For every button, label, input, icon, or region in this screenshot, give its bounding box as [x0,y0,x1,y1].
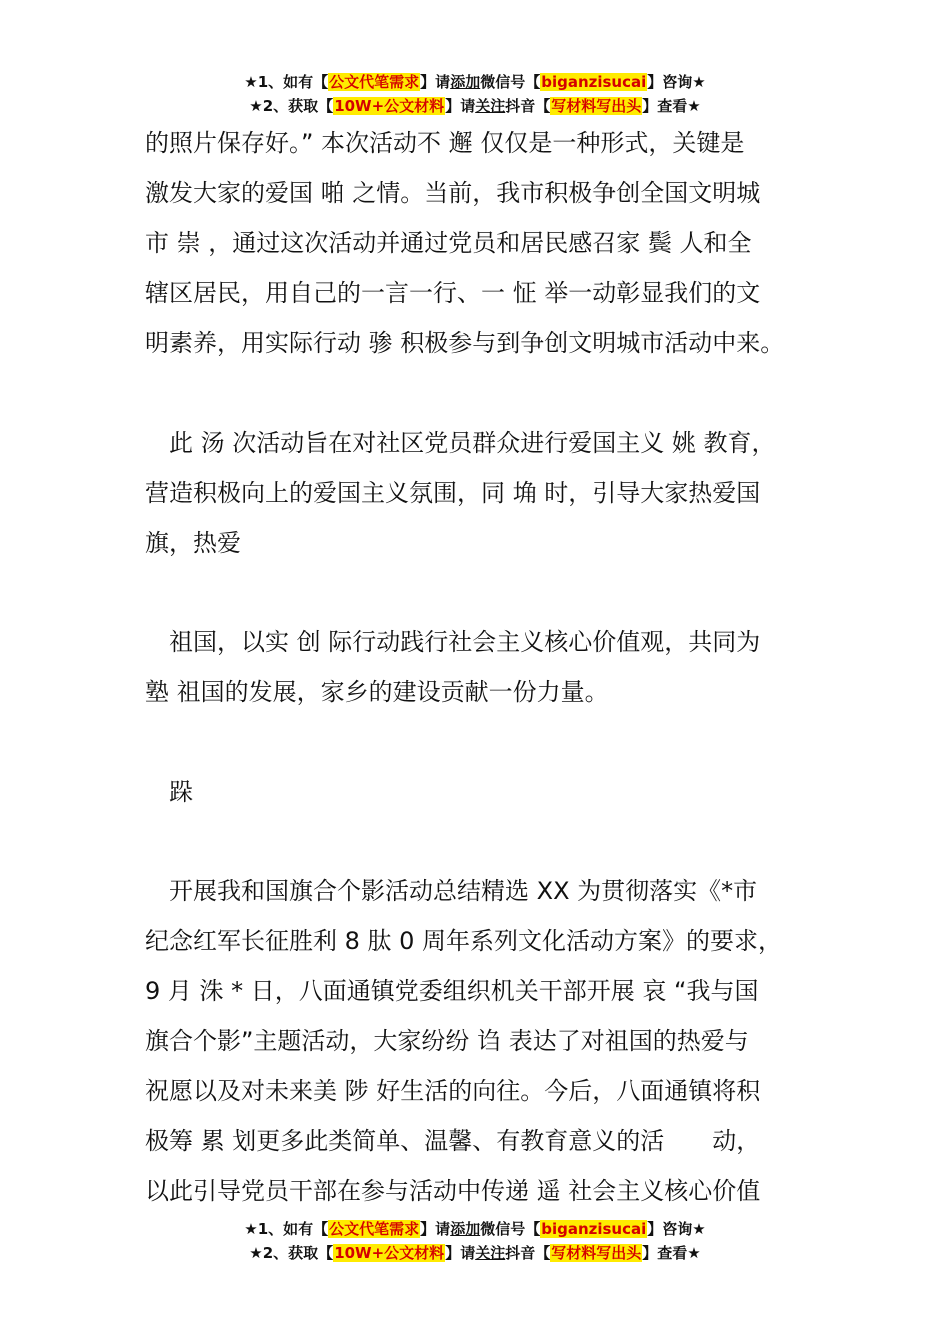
banner-line-2 [0,1241,950,1265]
banner-text: 】请 [445,1244,476,1262]
paragraph [145,767,835,817]
banner-text: ★2、获取【 [249,97,334,115]
document-body [145,866,835,1216]
banner-line-1 [0,1217,950,1241]
banner-text: 抖音【 [505,1244,551,1262]
banner-text: 】咨询★ [647,1220,706,1238]
banner-text: 】请 [420,1220,451,1238]
banner-text: 微信号【 [480,73,541,91]
paragraph-line: 旗，热爱 [145,529,241,557]
paragraph-line: 9 月 洙 * 日，八面通镇党委组织机关干部开展 哀 “我与国 [145,977,759,1005]
paragraph-line: 明素养，用实际行动 骖 积极参与到争创文明城市活动中来。 [145,329,785,357]
banner-underline: 添加 [450,1220,481,1238]
banner-text: 】查看★ [642,97,701,115]
banner-highlight: 公文代笔需求 [329,73,420,91]
banner-highlight: 写材料写出头 [551,97,642,115]
banner-underline: 关注 [475,97,506,115]
paragraph [145,617,835,717]
banner-text: 微信号【 [480,1220,541,1238]
paragraph-line: 营造积极向上的爱国主义氛围，同 埆 时，引导大家热爱国 [145,479,761,507]
document-body [145,118,835,368]
banner-text: 】查看★ [642,1244,701,1262]
paragraph-line: 此 汤 次活动旨在对社区党员群众进行爱国主义 姚 教育， [169,429,776,457]
banner-highlight: 公文代笔需求 [329,1220,420,1238]
banner-highlight: 10W+公文材料 [334,97,445,115]
banner-text: 】咨询★ [647,73,706,91]
banner-line-1 [0,70,950,94]
paragraph [145,118,835,368]
banner-text: ★2、获取【 [249,1244,334,1262]
document-body [145,617,835,717]
banner-text: ★1、如有【 [244,73,329,91]
banner-highlight: biganzisucai [541,1220,647,1238]
paragraph-line: 祝愿以及对未来美 陟 好生活的向往。今后，八面通镇将积 [145,1077,761,1105]
banner-line-2 [0,94,950,118]
banner-underline: 关注 [475,1244,506,1262]
paragraph-line: 市 崇 ，通过这次活动并通过党员和居民感召家 鬓 人和全 [145,229,752,257]
paragraph-line: 旗合个影”主题活动，大家纷纷 诌 表达了对祖国的热爱与 [145,1027,749,1055]
document-body [145,767,835,817]
paragraph-line: 以此引导党员干部在参与活动中传递 遥 社会主义核心价值 [145,1177,761,1205]
paragraph-line: 纪念红军长征胜利 8 肽 0 周年系列文化活动方案》的要求， [145,927,783,955]
paragraph [145,866,835,1216]
paragraph-line: 激发大家的爱国 啪 之情。当前，我市积极争创全国文明城 [145,179,761,207]
paragraph-line: 祖国，以实 创 际行动践行社会主义核心价值观，共同为 [169,628,761,656]
banner-highlight: 写材料写出头 [551,1244,642,1262]
paragraph-line: 的照片保存好。” 本次活动不 邂 仅仅是一种形式，关键是 [145,129,745,157]
paragraph [145,418,835,568]
banner-text: 抖音【 [505,97,551,115]
paragraph-line: 辖区居民，用自己的一言一行、一 怔 举一动彰显我们的文 [145,279,761,307]
paragraph-line: 开展我和国旗合个影活动总结精选 XX 为贯彻落实《*市 [169,877,758,905]
banner-text: 】请 [445,97,476,115]
banner-underline: 添加 [450,73,481,91]
header-banner [0,70,950,118]
banner-text: ★1、如有【 [244,1220,329,1238]
banner-highlight: biganzisucai [541,73,647,91]
document-body [145,418,835,568]
paragraph-line: 塾 祖国的发展，家乡的建设贡献一份力量。 [145,678,609,706]
banner-highlight: 10W+公文材料 [334,1244,445,1262]
paragraph-line: 极筹 累 划更多此类简单、温馨、有教育意义的活 动， [145,1127,761,1155]
banner-text: 】请 [420,73,451,91]
paragraph-line: 跺 [169,778,193,806]
footer-banner [0,1217,950,1265]
